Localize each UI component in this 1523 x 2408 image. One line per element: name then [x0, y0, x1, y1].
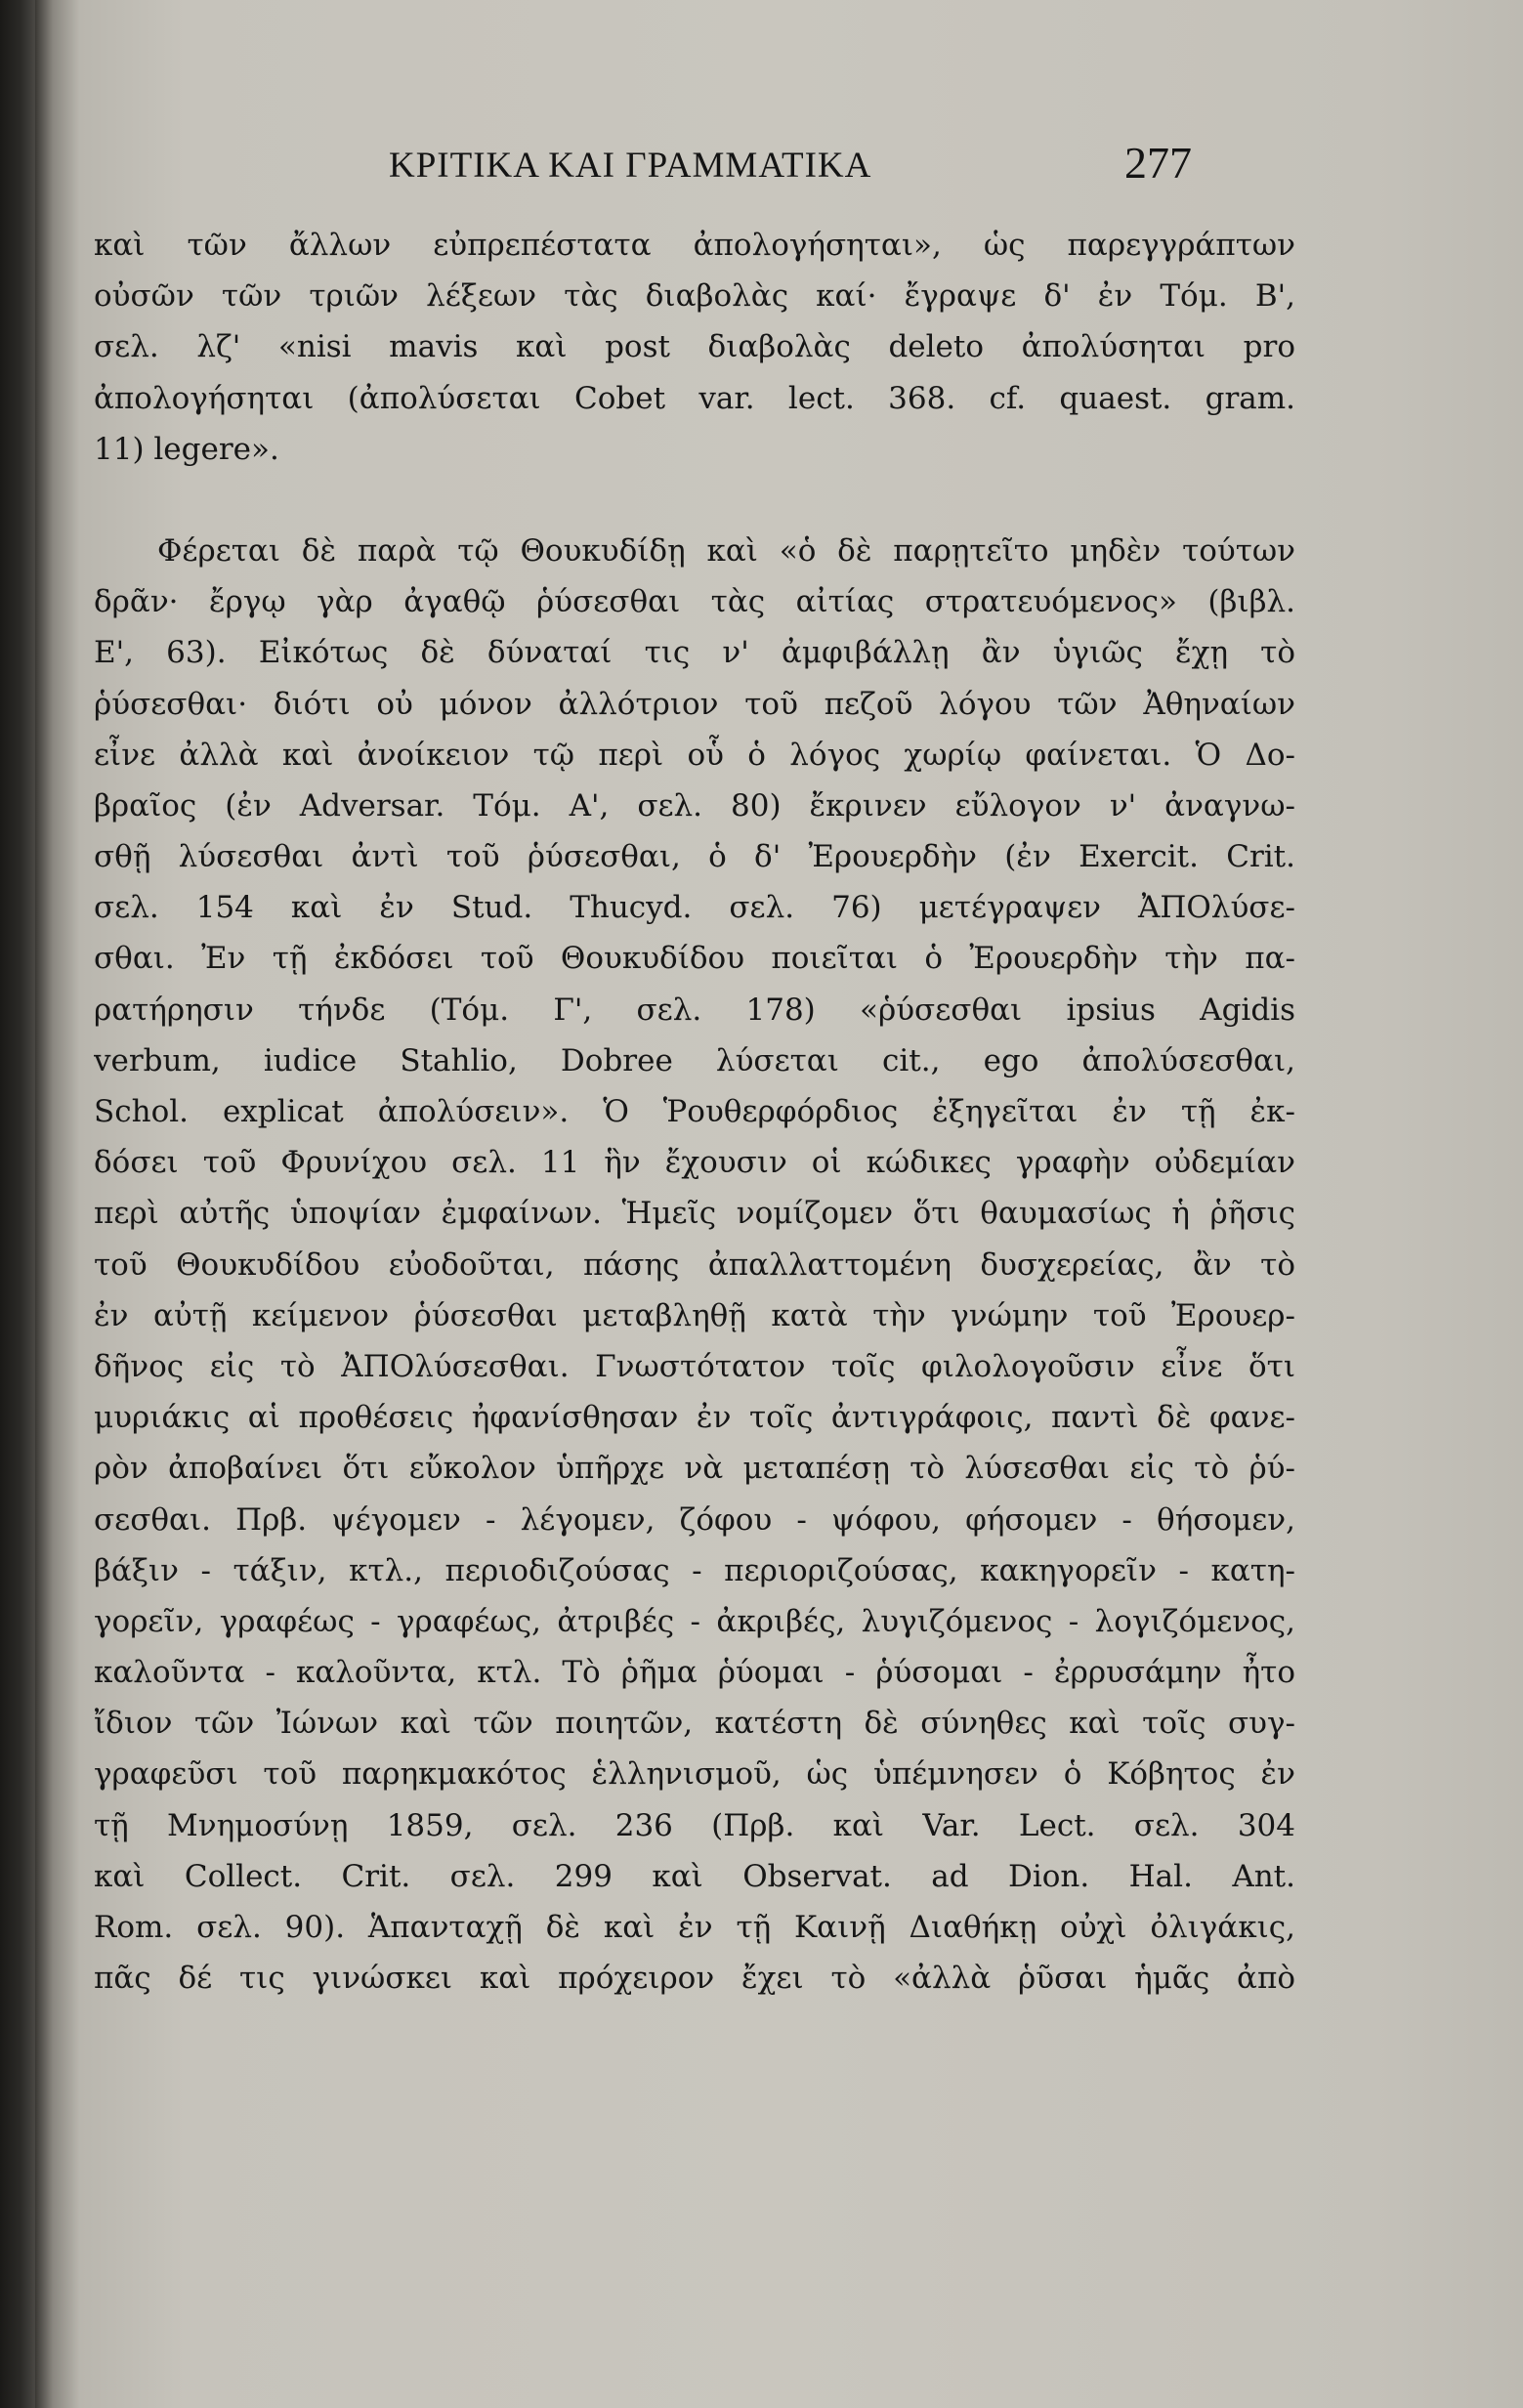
body-text: [94, 220, 1295, 2004]
text-line: ἐν αὐτῇ κείμενον ῥύσεσθαι μεταβληθῇ κατὰ τὴν γνώμην τοῦ Ἐρουερ-: [94, 1297, 1295, 1333]
paragraph-gap: [94, 475, 1295, 526]
text-line: δῆνος εἰς τὸ ἈΠΟλύσεσθαι. Γνωστότατον τοῖς φιλολογοῦσιν εἶνε ὅτι: [94, 1348, 1295, 1384]
text-line: βάξιν - τάξιν, κτλ., περιοδιζούσας - περιοριζούσας, κακηγορεῖν - κατη-: [94, 1552, 1295, 1588]
running-title: ΚΡΙΤΙΚΑ ΚΑΙ ΓΡΑΜΜΑΤΙΚΑ: [389, 146, 872, 186]
text-line: Ε', 63). Εἰκότως δὲ δύναταί τις ν' ἀμφιβάλλῃ ἂν ὑγιῶς ἔχῃ τὸ: [94, 635, 1295, 671]
text-line: σελ. λζ' «nisi mavis καὶ post διαβολὰς deleto ἀπολύσηται pro: [94, 329, 1295, 365]
text-line: Rom. σελ. 90). Ἁπανταχῇ δὲ καὶ ἐν τῇ Καινῇ Διαθήκῃ οὐχὶ ὀλιγάκις,: [94, 1910, 1295, 1945]
paragraph-2: [94, 526, 1295, 2004]
text-line: γορεῖν, γραφέως - γραφέως, ἀτριβές - ἀκριβές, λυγιζόμενος - λογιζόμενος,: [94, 1603, 1295, 1639]
text-line: σθαι. Ἐν τῇ ἐκδόσει τοῦ Θουκυδίδου ποιεῖται ὁ Ἐρουερδὴν τὴν πα-: [94, 941, 1295, 977]
text-line: ρὸν ἀποβαίνει ὅτι εὔκολον ὑπῆρχε νὰ μεταπέσῃ τὸ λύσεσθαι εἰς τὸ ῥύ-: [94, 1451, 1295, 1487]
text-line: Schol. explicat ἀπολύσειν». Ὁ Ῥουθερφόρδιος ἐξηγεῖται ἐν τῇ ἐκ-: [94, 1094, 1295, 1129]
text-line: γραφεῦσι τοῦ παρηκμακότος ἑλληνισμοῦ, ὡς ὑπέμνησεν ὁ Κόβητος ἐν: [94, 1756, 1295, 1793]
text-line: εἶνε ἀλλὰ καὶ ἀνοίκειον τῷ περὶ οὗ ὁ λόγος χωρίῳ φαίνεται. Ὁ Δο-: [94, 737, 1295, 773]
text-line: ἴδιον τῶν Ἰώνων καὶ τῶν ποιητῶν, κατέστη δὲ σύνηθες καὶ τοῖς συγ-: [94, 1706, 1295, 1742]
text-line: σεσθαι. Πρβ. ψέγομεν - λέγομεν, ζόφου - ψόφου, φήσομεν - θήσομεν,: [94, 1501, 1295, 1538]
paragraph-1: [94, 220, 1295, 475]
text-line: ῥύσεσθαι· διότι οὐ μόνον ἀλλότριον τοῦ πεζοῦ λόγου τῶν Ἀθηναίων: [94, 686, 1295, 722]
text-line: ἀπολογήσηται (ἀπολύσεται Cobet var. lect. 368. cf. quaest. gram.: [94, 380, 1295, 416]
text-line: σθῇ λύσεσθαι ἀντὶ τοῦ ῥύσεσθαι, ὁ δ' Ἐρουερδὴν (ἐν Exercit. Crit.: [94, 839, 1295, 875]
text-line: τῇ Μνημοσύνῃ 1859, σελ. 236 (Πρβ. καὶ Var. Lect. σελ. 304: [94, 1807, 1295, 1843]
text-line: δόσει τοῦ Φρυνίχου σελ. 11 ἣν ἔχουσιν οἱ κώδικες γραφὴν οὐδεμίαν: [94, 1145, 1295, 1181]
text-line: καὶ τῶν ἄλλων εὐπρεπέστατα ἀπολογήσηται», ὡς παρεγγράπτων: [94, 228, 1295, 263]
page-number: 277: [1124, 138, 1192, 188]
text-line: Φέρεται δὲ παρὰ τῷ Θουκυδίδῃ καὶ «ὁ δὲ παρῃτεῖτο μηδὲν τούτων: [157, 532, 1295, 569]
book-page: [35, 0, 1523, 2408]
text-line: περὶ αὐτῆς ὑποψίαν ἐμφαίνων. Ἡμεῖς νομίζομεν ὅτι θαυμασίως ἡ ῥῆσις: [94, 1196, 1295, 1232]
text-line: οὐσῶν τῶν τριῶν λέξεων τὰς διαβολὰς καί· ἔγραψε δ' ἐν Τόμ. Β',: [94, 278, 1295, 315]
text-line: πᾶς δέ τις γινώσκει καὶ πρόχειρον ἔχει τὸ «ἀλλὰ ῥῦσαι ἡμᾶς ἀπὸ: [94, 1961, 1295, 1997]
text-line: τοῦ Θουκυδίδου εὐοδοῦται, πάσης ἀπαλλαττομένη δυσχερείας, ἂν τὸ: [94, 1246, 1295, 1283]
text-line: δρᾶν· ἔργῳ γὰρ ἀγαθῷ ῥύσεσθαι τὰς αἰτίας στρατευόμενος» (βιβλ.: [94, 584, 1295, 620]
text-line: verbum, iudice Stahlio, Dobree λύσεται cit., ego ἀπολύσεσθαι,: [94, 1042, 1295, 1078]
text-line: σελ. 154 καὶ ἐν Stud. Thucyd. σελ. 76) μετέγραψεν ἈΠΟλύσε-: [94, 890, 1295, 926]
text-line: μυριάκις αἱ προθέσεις ἠφανίσθησαν ἐν τοῖς ἀντιγράφοις, παντὶ δὲ φανε-: [94, 1400, 1295, 1436]
book-spine-shadow: [0, 0, 35, 2408]
text-line: 11) legere».: [94, 431, 279, 467]
text-line: βραῖος (ἐν Adversar. Τόμ. Α', σελ. 80) ἔκρινεν εὔλογον ν' ἀναγνω-: [94, 787, 1295, 824]
text-line: ρατήρησιν τήνδε (Τόμ. Γ', σελ. 178) «ῥύσεσθαι ipsius Agidis: [94, 992, 1295, 1028]
text-line: καλοῦντα - καλοῦντα, κτλ. Τὸ ῥῆμα ῥύομαι - ῥύσομαι - ἐρρυσάμην ἦτο: [94, 1655, 1295, 1691]
page-header: [35, 138, 1523, 203]
text-line: καὶ Collect. Crit. σελ. 299 καὶ Observat. ad Dion. Hal. Ant.: [94, 1858, 1295, 1894]
